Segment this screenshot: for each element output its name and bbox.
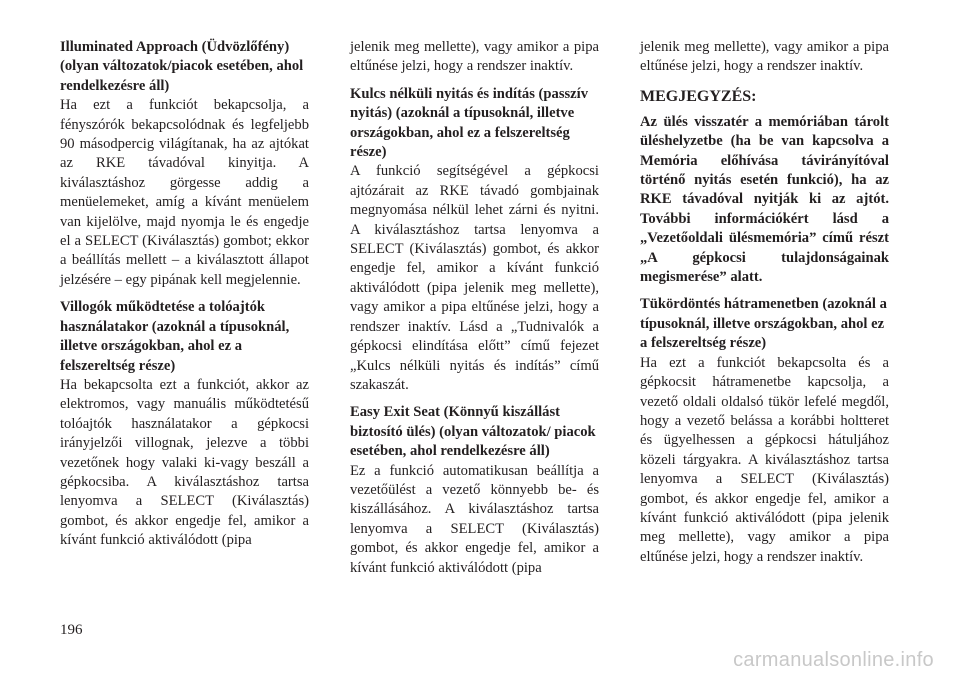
block-spacer: [350, 77, 599, 85]
text-column-2: [350, 38, 599, 578]
section-heading: Tükördöntés hátramenetben (azoknál a típusoknál, illetve országokban, ahol ez a felszereltség része): [640, 296, 887, 352]
body-paragraph: Ez a funkció automatikusan beállítja a vezetőülést a vezető könnyebb be- és kiszállásához. A kiválasztáshoz tartsa lenyomva a SELECT (Kiválasztás) gombot, és akkor engedje fel, amikor a kívánt funkció aktiválódott (pipa: [350, 462, 599, 576]
block-spacer: [640, 77, 889, 85]
note-paragraph: Az ülés visszatér a memóriában tárolt üléshelyzetbe (ha be van kapcsolva a Memória előhívása távirányítóval történő nyitás esetén funkció), ha az RKE távadóval nyitják ki az ajtót. További információkért lásd a „Vezetőoldali ülésmemória” című részt „A gépkocsi tulajdonságainak megismerése” alatt.: [640, 113, 889, 286]
body-paragraph: jelenik meg mellette), vagy amikor a pipa eltűnése jelzi, hogy a rendszer inaktív.: [350, 39, 599, 75]
note-heading: MEGJEGYZÉS:: [640, 87, 757, 105]
block-spacer: [60, 290, 309, 298]
body-paragraph: A funkció segítségével a gépkocsi ajtózárait az RKE távadó gombjainak megnyomása nélkül lehet zárni és nyitni. A kiválasztáshoz tartsa lenyomva a SELECT (Kiválasztás) gombot, és akkor engedje fel, amikor a kívánt funkció aktiválódott (pipa jelenik meg mellette), vagy amikor a pipa eltűnése jelzi, hogy a rendszer inaktív. Lásd a „Tudnivalók a gépkocsi elindítása előtt” című fejezet „Kulcs nélküli nyitás és indítás” című szakaszát.: [350, 163, 599, 393]
section-heading: Kulcs nélküli nyitás és indítás (passzív nyitás) (azoknál a típusoknál, illetve országokban, ahol ez a felszereltség része): [350, 85, 589, 161]
section-heading: Easy Exit Seat (Könnyű kiszállást biztosító ülés) (olyan változatok/ piacok esetében, ahol rendelkezésre áll): [350, 404, 596, 460]
watermark: carmanualsonline.info: [733, 649, 934, 671]
page-number: 196: [60, 622, 83, 638]
block-spacer: [350, 395, 599, 403]
text-column-1: [60, 38, 309, 551]
body-paragraph: Ha bekapcsolta ezt a funkciót, akkor az elektromos, vagy manuális működtetésű tolóajtók használatakor a gépkocsi irányjelzői villognak, jelezve a többi vezetőnek hogy valaki ki-vagy beszáll a gépkocsiba. A kiválasztáshoz tartsa lenyomva a SELECT (Kiválasztás) gombot, és akkor engedje fel, amikor a kívánt funkció aktiválódott (pipa: [60, 376, 309, 549]
section-heading: Villogók működtetése a tolóajtók használatakor (azoknál a típusoknál, illetve országokban, ahol ez a felszereltség része): [60, 299, 290, 374]
section-heading: Illuminated Approach (Üdvözlőfény) (olyan változatok/piacok esetében, ahol rendelkezésre áll): [60, 39, 304, 94]
text-column-3: [640, 38, 889, 567]
block-spacer: [640, 287, 889, 295]
body-paragraph: Ha ezt a funkciót bekapcsolta és a gépkocsit hátramenetbe kapcsolja, a vezető oldali oldalsó tükör lefelé megdől, hogy a vezető belássa a korábbi holtteret és ügyelhessen a gépkocsi hátuljához közeli tárgyakra. A kiválasztáshoz tartsa lenyomva a SELECT (Kiválasztás) gombot, és akkor engedje fel, amikor a kívánt funkció aktiválódott (pipa jelenik meg mellette), vagy amikor a pipa eltűnése jelzi, hogy a rendszer inaktív.: [640, 354, 889, 565]
body-paragraph: jelenik meg mellette), vagy amikor a pipa eltűnése jelzi, hogy a rendszer inaktív.: [640, 39, 889, 75]
body-paragraph: Ha ezt a funkciót bekapcsolja, a fényszórók bekapcsolódnak és legfeljebb 90 másodpercig világítanak, ha az ajtókat az RKE távadóval kinyitja. A kiválasztáshoz görgesse addig a menüelemeket, amíg a kívánt menüelem van kijelölve, majd nyomja le és engedje el a SELECT (Kiválasztás) gombot; ekkor a beállítás mellett – a kiválasztott állapot jelzésére – egy pipának kell megjelennie.: [60, 97, 309, 288]
